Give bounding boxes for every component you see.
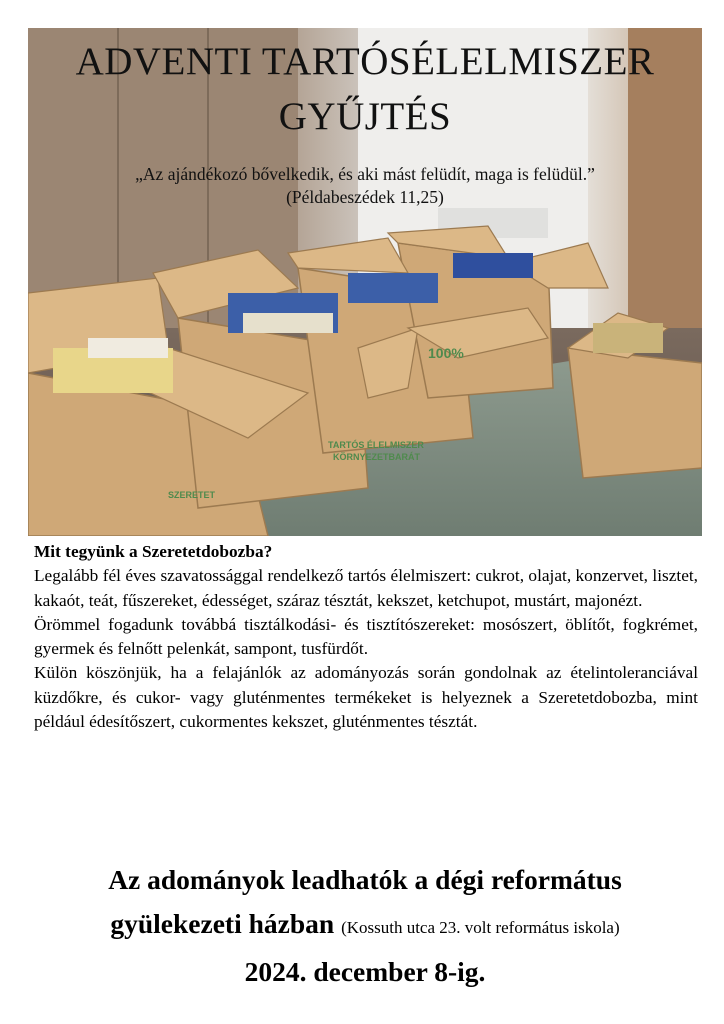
dropoff-deadline: 2024. december 8-ig. (244, 956, 486, 987)
quote-text: „Az ajándékozó bővelkedik, és aki mást felüdít, maga is felüdül.” (135, 164, 595, 184)
dropoff-address: (Kossuth utca 23. volt református iskola) (341, 918, 620, 937)
bible-quote (28, 163, 702, 209)
body-text (34, 540, 698, 734)
page-title-line1: ADVENTI TARTÓSÉLELMISZER (75, 40, 655, 83)
dropoff-line2 (28, 902, 702, 950)
paragraph-intolerance: Külön köszönjük, ha a felajánlók az adományozás során gondolnak az ételintoleranciával küzdőkre, és cukor- vagy gluténmentes termékeket is helyeznek a Szeretetdobozba, mint például édesítőszert, cukormentes kekszet, gluténmentes tésztát. (34, 663, 698, 732)
quote-reference: (Példabeszédek 11,25) (286, 187, 444, 207)
box-label-percent: 100% (428, 345, 464, 361)
dropoff-place: gyülekezeti házban (110, 908, 335, 939)
box-label-kornyezetbarat: KÖRNYEZETBARÁT (333, 452, 420, 462)
page-title-line2: GYŰJTÉS (278, 95, 452, 138)
paragraph-food: Legalább fél éves szavatossággal rendelkező tartós élelmiszert: cukrot, olajat, konzervet, lisztet, kakaót, teát, fűszereket, édességet, száraz tésztát, kekszet, ketchupot, mustárt, majonézt. (34, 566, 698, 610)
box-label-szeretet: SZERETET (168, 490, 216, 500)
dropoff-info (28, 858, 702, 994)
paragraph-hygiene: Örömmel fogadunk továbbá tisztálkodási- és tisztítószereket: mosószert, öblítőt, fogkrémet, gyermek és felnőtt pelenkát, sampont, tusfürdőt. (34, 614, 698, 659)
section-question: Mit tegyünk a Szeretetdobozba? (34, 542, 273, 561)
dropoff-line1: Az adományok leadhatók a dégi református (108, 864, 622, 895)
box-label-tartos: TARTÓS ÉLELMISZER (328, 440, 424, 450)
